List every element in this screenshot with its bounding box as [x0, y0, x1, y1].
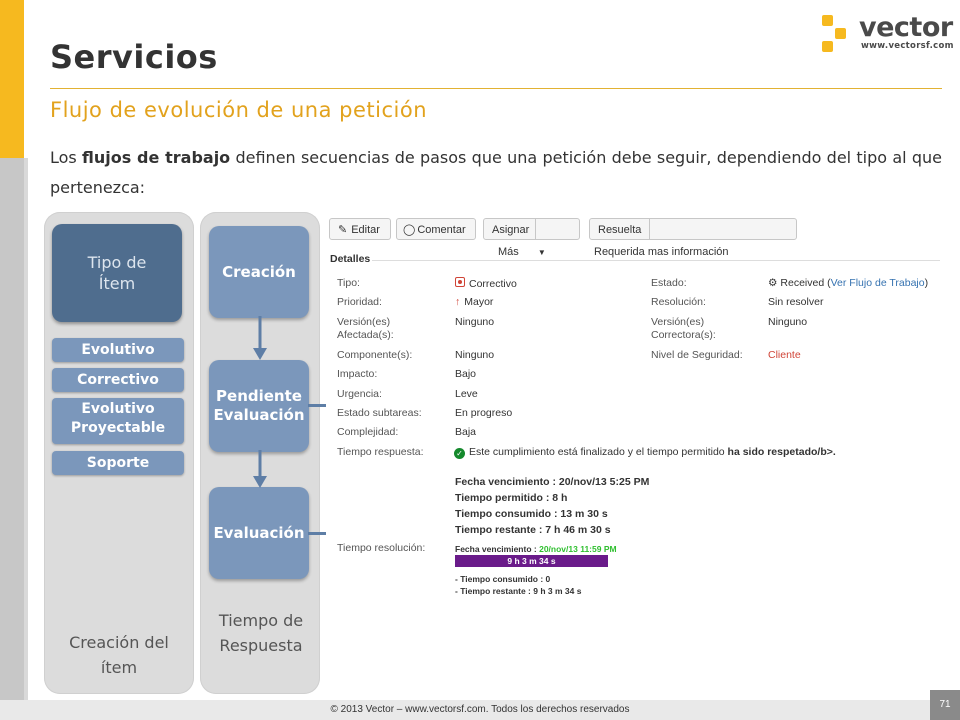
field-label: Versión(es) Correctora(s): [651, 316, 716, 341]
caret-down-icon: ▼ [537, 248, 546, 257]
edit-button[interactable] [329, 218, 391, 240]
arrow-down-icon [250, 450, 270, 490]
workflow-icon: ⚙ [768, 277, 778, 289]
field-value-componentes: Ninguno [455, 349, 495, 361]
response-column-label: Tiempo de Respuesta [218, 611, 304, 655]
accent-bar-bottom [0, 158, 24, 720]
field-value-estado-subtareas: En progreso [455, 407, 513, 419]
item-type-correctivo: Correctivo [52, 368, 184, 392]
response-time-message-text: Este cumplimiento está finalizado y el tiempo permitido [469, 446, 725, 458]
logo-mark-icon [820, 13, 858, 55]
field-label: Versión(es) Afectada(s): [337, 316, 394, 341]
bug-icon [455, 277, 465, 287]
arrow-down-icon [250, 316, 270, 362]
assign-more-group [483, 218, 580, 258]
response-consumed-time: Tiempo consumido : 13 m 30 s [455, 508, 608, 520]
priority-up-arrow-icon: ↑ [455, 296, 461, 308]
item-type-evolutivo: Evolutivo [52, 338, 184, 362]
details-divider [372, 260, 940, 261]
header-divider [50, 88, 942, 89]
resolution-progress-bar [455, 555, 608, 567]
more-button-label: Más [498, 246, 519, 258]
paragraph-rest: definen secuencias de pasos que una petición debe seguir, dependiendo del tipo al que pertenezca: [50, 148, 942, 197]
resolution-time-label: Tiempo resolución: [337, 542, 426, 554]
intro-paragraph [50, 143, 942, 203]
section-subtitle: Flujo de evolución de una petición [50, 98, 428, 122]
item-type-evolutivo-proyectable [52, 398, 184, 444]
accent-bar-shadow [24, 158, 28, 720]
paragraph-prefix: Los [50, 148, 77, 167]
resolve-button[interactable]: Resuelta [598, 224, 642, 236]
resolution-bar-text: 9 h 3 m 34 s [507, 556, 556, 566]
field-label: Impacto: [337, 368, 378, 380]
field-label: Tipo: [337, 277, 360, 289]
stage-pendiente-evaluacion-label: Pendiente Evaluación [213, 387, 305, 424]
resolution-due-label: Fecha vencimiento : [455, 544, 537, 554]
resolution-due-value: 20/nov/13 11:59 PM [539, 544, 617, 554]
item-type-evolutivo-proyectable-label: Evolutivo Proyectable [70, 401, 166, 436]
issue-details-panel [325, 212, 945, 604]
comment-icon: ◯ [403, 224, 416, 236]
field-value-resolucion: Sin resolver [768, 296, 824, 308]
field-value-versiones-correctoras: Ninguno [768, 316, 808, 328]
pencil-icon: ✎ [338, 224, 348, 236]
workflow-button-group [589, 218, 797, 258]
item-column-label: Creación del ítem [69, 633, 169, 677]
check-circle-icon: ✓ [454, 448, 465, 459]
request-info-button[interactable]: Requerida mas información [594, 246, 729, 258]
comment-button[interactable] [396, 218, 476, 240]
resolution-remaining: - Tiempo restante : 9 h 3 m 34 s [455, 586, 582, 596]
logo-wordmark: vector [859, 12, 953, 43]
field-value-urgencia: Leve [455, 388, 478, 400]
paragraph-term: flujos de trabajo [82, 148, 231, 167]
accent-bar-top [0, 0, 24, 158]
field-value-tipo [455, 277, 517, 291]
assign-button[interactable]: Asignar [492, 224, 530, 236]
response-time-label: Tiempo respuesta: [337, 446, 424, 458]
response-due-date: Fecha vencimiento : 20/nov/13 5:25 PM [455, 476, 650, 488]
page-number: 71 [930, 690, 960, 720]
field-label: Resolución: [651, 296, 706, 308]
edit-button-label: Editar [351, 224, 380, 236]
field-value-impacto: Bajo [455, 368, 477, 380]
field-value-prioridad-text: Mayor [464, 296, 494, 308]
field-value-estado: ⚙ Received (Ver Flujo de Trabajo) [768, 277, 929, 289]
page-title: Servicios [50, 38, 218, 76]
item-type-header-label: Tipo de Ítem [87, 253, 147, 293]
field-label: Estado: [651, 277, 687, 289]
field-value-versiones: Ninguno [455, 316, 495, 328]
field-value-prioridad [455, 296, 493, 309]
field-label: Nivel de Seguridad: [651, 349, 743, 361]
field-label: Complejidad: [337, 426, 399, 438]
stage-evaluacion: Evaluación [209, 487, 309, 579]
button-separator [535, 219, 536, 239]
stage-connector [308, 404, 326, 407]
item-type-soporte: Soporte [52, 451, 184, 475]
stage-connector [308, 532, 326, 535]
comment-button-label: Comentar [417, 224, 466, 236]
field-value-tipo-text: Correctivo [469, 278, 517, 290]
resolution-consumed: - Tiempo consumido : 0 [455, 574, 551, 584]
stage-creacion: Creación [209, 226, 309, 318]
footer-copyright: © 2013 Vector – www.vectorsf.com. Todos los derechos reservados [330, 704, 630, 715]
field-label: Urgencia: [337, 388, 382, 400]
response-time-message [454, 446, 944, 459]
button-separator [649, 219, 650, 239]
field-label: Prioridad: [337, 296, 382, 308]
field-value-nivel-seguridad: Cliente [768, 349, 801, 361]
stage-pendiente-evaluacion [209, 360, 309, 452]
details-heading: Detalles [330, 253, 371, 265]
response-allowed-time: Tiempo permitido : 8 h [455, 492, 568, 504]
field-value-estado-text: Received [780, 277, 825, 289]
response-time-message-bold: ha sido respetado/b>. [727, 446, 836, 458]
response-remaining-time: Tiempo restante : 7 h 46 m 30 s [455, 524, 611, 536]
view-workflow-link[interactable]: Ver Flujo de Trabajo [830, 277, 925, 289]
item-type-header [52, 224, 182, 322]
field-label: Componente(s): [337, 349, 413, 361]
field-label: Estado subtareas: [337, 407, 422, 419]
field-value-complejidad: Baja [455, 426, 477, 438]
logo-url: www.vectorsf.com [861, 41, 954, 51]
